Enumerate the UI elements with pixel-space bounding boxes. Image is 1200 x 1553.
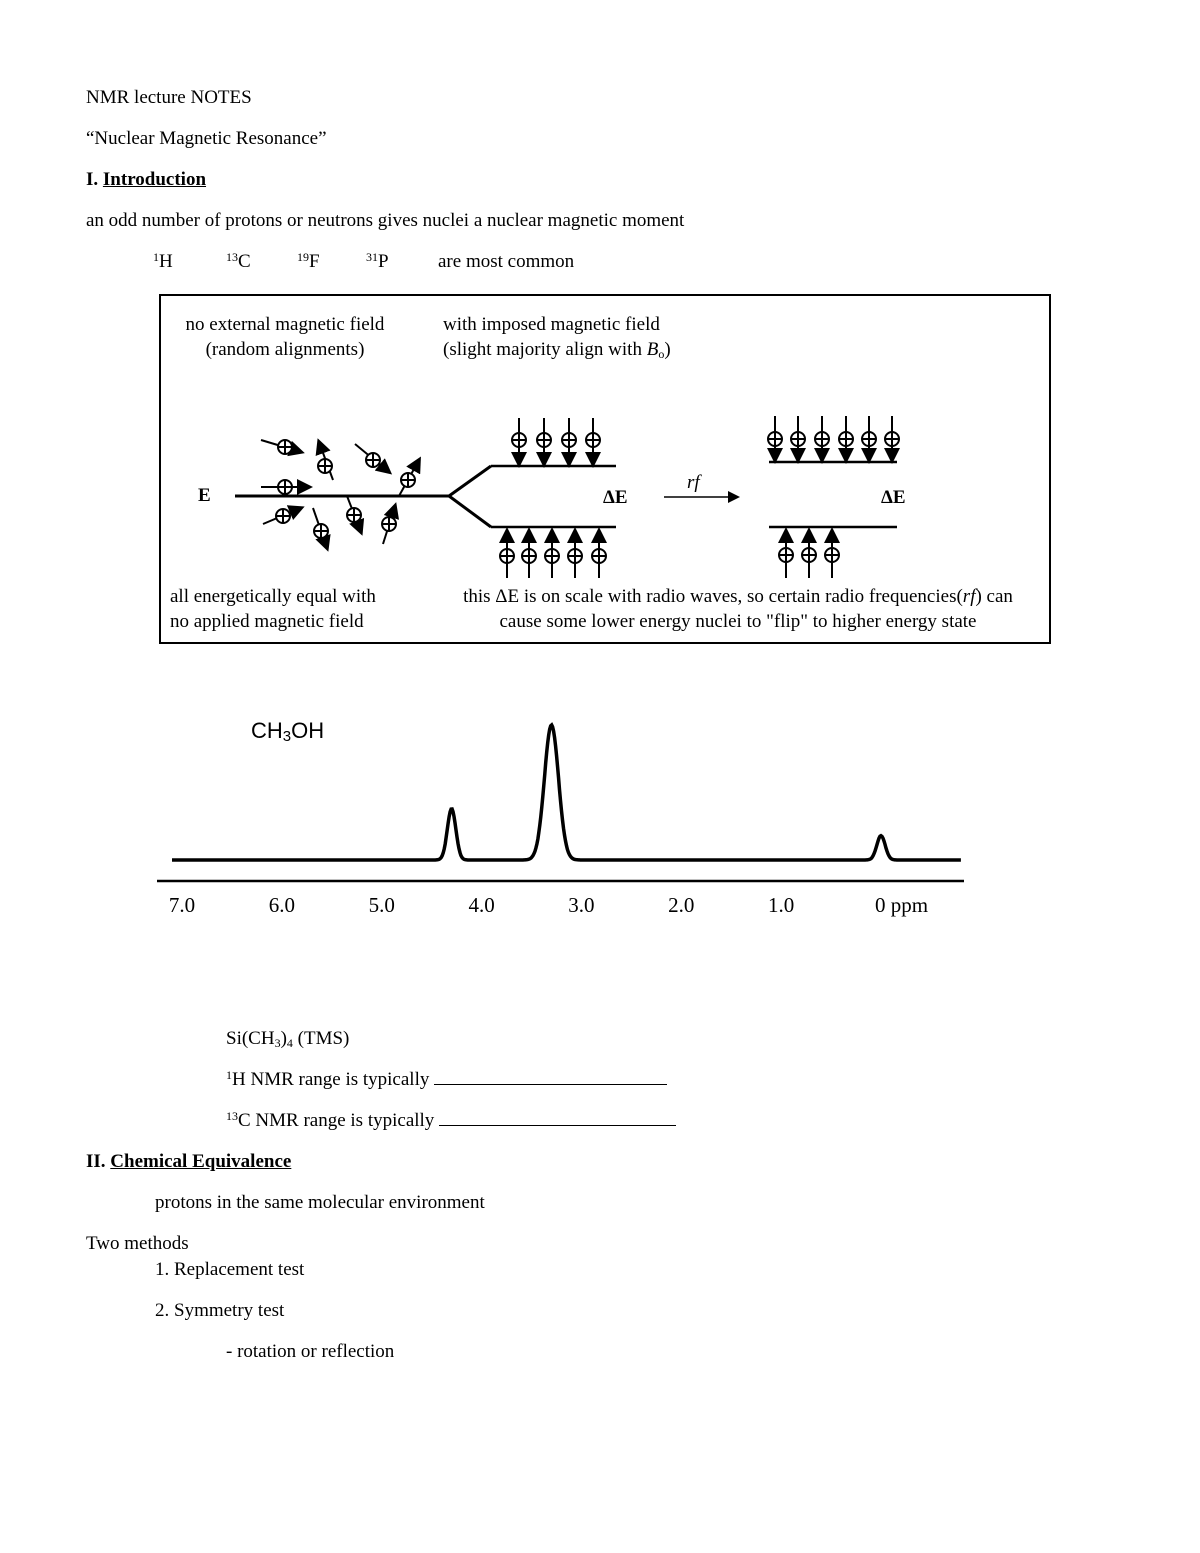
tick-label: 5.0 <box>368 893 395 917</box>
caption-radio-waves: this ΔE is on scale with radio waves, so certain radio frequencies(rf) can cause some lower energy nuclei to "flip" to higher energy state <box>463 586 1013 633</box>
intro-paragraph: an odd number of protons or neutrons gives nuclei a nuclear magnetic moment <box>86 210 685 231</box>
split-lower-branch <box>449 496 491 527</box>
isotope-13c: $^{13}$C <box>226 250 251 272</box>
lower-level-nuclei-after <box>779 531 839 578</box>
caption-energetically-equal: all energetically equal with no applied magnetic field <box>170 586 376 633</box>
upper-level-nuclei-after <box>768 416 899 460</box>
method-1: 1. Replacement test <box>155 1259 305 1280</box>
random-nuclei <box>261 440 419 548</box>
section-1-heading <box>86 170 206 189</box>
isotope-19f: $^{19}$F <box>297 250 320 272</box>
isotopes-note: are most common <box>438 251 575 272</box>
lower-level-nuclei <box>500 531 606 578</box>
split-upper-branch <box>449 466 491 496</box>
tick-label: 1.0 <box>768 893 795 917</box>
section-2-title: Chemical Equivalence <box>110 1151 292 1172</box>
section-1-number: I. <box>86 169 99 190</box>
spectrum-compound-label: $CH_3OH$ <box>251 718 325 745</box>
spectrum-trace <box>172 725 961 860</box>
section-1-title: Introduction <box>102 169 207 190</box>
caption-imposed-field: with imposed magnetic field (slight majority align with $B_o$) <box>443 314 671 362</box>
tick-label: 4.0 <box>468 893 495 917</box>
tick-label: 2.0 <box>668 893 695 917</box>
section-2-heading <box>86 1152 291 1171</box>
tick-label: 6.0 <box>268 893 295 917</box>
method-2: 2. Symmetry test <box>155 1300 285 1321</box>
delta-e-label-2: ΔE <box>881 487 906 508</box>
nmr-spectrum <box>0 700 1200 940</box>
c-nmr-range-line: $^{13}$C NMR range is typically <box>226 1111 676 1130</box>
tick-label: 3.0 <box>568 893 595 917</box>
tick-label: 7.0 <box>168 893 196 917</box>
method-2-note: - rotation or reflection <box>226 1341 395 1362</box>
document-title: NMR lecture NOTES <box>86 87 252 108</box>
rf-label: rf <box>687 472 700 493</box>
h-range-blank[interactable] <box>434 1070 667 1085</box>
c-range-blank[interactable] <box>439 1111 676 1126</box>
document-subtitle: “Nuclear Magnetic Resonance” <box>86 128 327 149</box>
equivalence-definition: protons in the same molecular environment <box>155 1192 485 1213</box>
isotope-1h: $^1$H <box>153 250 173 272</box>
methods-label: Two methods <box>86 1233 189 1254</box>
energy-label: E <box>198 485 211 506</box>
h-nmr-range-line: $^1$H NMR range is typically <box>226 1070 667 1089</box>
tick-label-group <box>169 893 928 917</box>
isotope-31p: $^{31}$P <box>366 250 389 272</box>
upper-level-nuclei <box>512 418 600 464</box>
delta-e-label-1: ΔE <box>603 487 628 508</box>
tms-formula: $Si(CH_3)_4$ (TMS) <box>226 1028 350 1050</box>
tick-label: 0 ppm <box>875 893 929 917</box>
caption-no-field: no external magnetic field (random alignments) <box>185 314 385 361</box>
section-2-number: II. <box>86 1151 106 1172</box>
nmr-energy-diagram <box>159 294 1051 644</box>
